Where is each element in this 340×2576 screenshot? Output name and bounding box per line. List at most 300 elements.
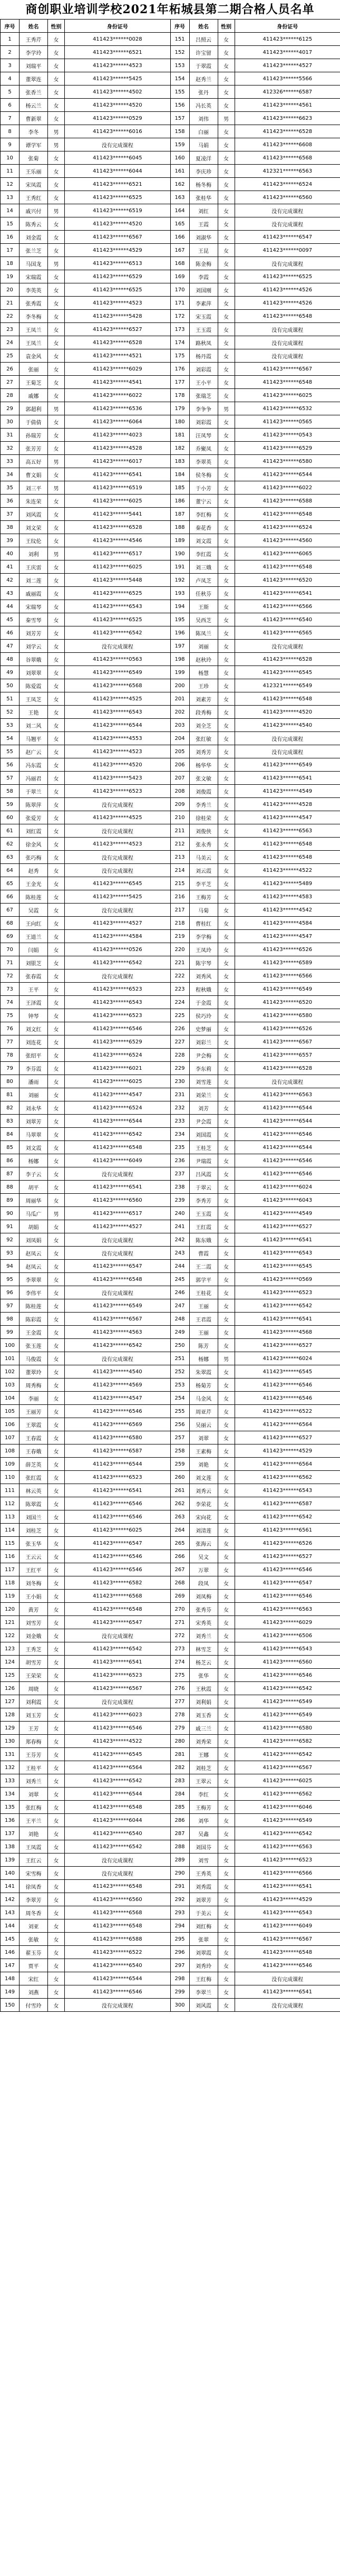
cell-no: 116 xyxy=(1,1550,20,1563)
cell-name: 刘红梅 xyxy=(189,1919,218,1933)
cell-id-number: 411423******6541 xyxy=(65,1181,171,1194)
cell-id-number: 411423******6546 xyxy=(235,1959,340,1972)
cell-no: 290 xyxy=(170,1867,189,1880)
cell-id-number: 411423******6542 xyxy=(235,1827,340,1840)
cell-id-number: 412326******6587 xyxy=(235,85,340,99)
table-row xyxy=(1,890,340,904)
cell-id-number: 411423******6541 xyxy=(65,1484,171,1497)
cell-no: 6 xyxy=(1,99,20,112)
cell-name: 马俊霞 xyxy=(20,1352,48,1365)
table-row xyxy=(1,46,340,59)
table-row xyxy=(1,1656,340,1669)
cell-id-number: 411423******6546 xyxy=(235,1167,340,1181)
cell-name: 戚娜 xyxy=(20,389,48,402)
cell-id-number: 411423******6547 xyxy=(65,1537,171,1550)
cell-no: 264 xyxy=(170,1524,189,1537)
cell-id-number: 411423******6025 xyxy=(65,1075,171,1088)
cell-no: 261 xyxy=(170,1484,189,1497)
cell-sex: 女 xyxy=(48,1550,65,1563)
cell-name: 陈翠萍 xyxy=(20,798,48,811)
cell-sex: 女 xyxy=(48,943,65,956)
cell-no: 136 xyxy=(1,1814,20,1827)
cell-no: 220 xyxy=(170,943,189,956)
cell-id-number: 没有完成课程 xyxy=(235,1999,340,2012)
cell-id-number: 411423******6545 xyxy=(235,1260,340,1273)
cell-name: 宋向花 xyxy=(189,1510,218,1524)
cell-id-number: 411423******6548 xyxy=(235,560,340,574)
cell-no: 127 xyxy=(1,1695,20,1708)
cell-no: 191 xyxy=(170,560,189,574)
cell-sex: 女 xyxy=(48,996,65,1009)
cell-name: 闫娟 xyxy=(20,943,48,956)
cell-id-number: 411423******6548 xyxy=(235,1946,340,1959)
cell-sex: 女 xyxy=(48,1062,65,1075)
cell-sex: 女 xyxy=(48,99,65,112)
cell-name: 刘翠芳 xyxy=(20,1115,48,1128)
cell-sex: 男 xyxy=(48,481,65,495)
cell-no: 193 xyxy=(170,587,189,600)
cell-sex: 女 xyxy=(48,824,65,838)
cell-sex: 女 xyxy=(48,1669,65,1682)
cell-sex: 女 xyxy=(218,600,235,613)
cell-sex: 女 xyxy=(48,1642,65,1656)
table-row xyxy=(1,1075,340,1088)
cell-no: 289 xyxy=(170,1853,189,1867)
cell-no: 233 xyxy=(170,1115,189,1128)
cell-id-number: 没有完成课程 xyxy=(65,1167,171,1181)
cell-sex: 女 xyxy=(48,1537,65,1550)
cell-name: 王玉霞 xyxy=(189,1207,218,1220)
cell-sex: 女 xyxy=(48,165,65,178)
cell-no: 137 xyxy=(1,1827,20,1840)
cell-name: 王向红 xyxy=(20,917,48,930)
cell-name: 刘淑华 xyxy=(189,231,218,244)
cell-name: 吕风霞 xyxy=(189,1167,218,1181)
cell-sex: 女 xyxy=(48,1999,65,2012)
table-row xyxy=(1,1788,340,1801)
cell-id-number: 411423******6564 xyxy=(235,1458,340,1471)
cell-no: 267 xyxy=(170,1563,189,1576)
cell-name: 马金风 xyxy=(189,1392,218,1405)
cell-no: 276 xyxy=(170,1682,189,1695)
table-row xyxy=(1,1049,340,1062)
cell-id-number: 411423******6546 xyxy=(235,1590,340,1603)
cell-name: 王艳 xyxy=(20,706,48,719)
cell-name: 刘利霞 xyxy=(20,1695,48,1708)
cell-sex: 女 xyxy=(218,1194,235,1207)
cell-id-number: 没有完成课程 xyxy=(235,732,340,745)
cell-no: 13 xyxy=(1,191,20,204)
cell-id-number: 411423******6527 xyxy=(235,1220,340,1233)
cell-sex: 女 xyxy=(48,1774,65,1788)
cell-no: 2 xyxy=(1,46,20,59)
cell-no: 60 xyxy=(1,811,20,824)
cell-sex: 女 xyxy=(48,930,65,943)
cell-name: 钟琴 xyxy=(20,1009,48,1022)
cell-name: 陈东娥 xyxy=(189,1233,218,1247)
cell-sex: 女 xyxy=(48,745,65,758)
table-row xyxy=(1,1339,340,1352)
cell-id-number: 411423******6569 xyxy=(65,1418,171,1431)
cell-id-number: 411423******6526 xyxy=(235,943,340,956)
cell-no: 7 xyxy=(1,112,20,125)
cell-name: 白丽 xyxy=(189,125,218,138)
cell-id-number: 411423******4528 xyxy=(235,798,340,811)
table-row xyxy=(1,1207,340,1220)
cell-id-number: 411423******6541 xyxy=(235,1313,340,1326)
cell-name: 于翠云 xyxy=(189,1181,218,1194)
table-row xyxy=(1,917,340,930)
cell-id-number: 没有完成课程 xyxy=(235,349,340,363)
cell-sex: 女 xyxy=(48,297,65,310)
cell-sex: 女 xyxy=(48,1735,65,1748)
cell-name: 周秀梅 xyxy=(20,1379,48,1392)
table-row xyxy=(1,1194,340,1207)
cell-sex: 女 xyxy=(218,1748,235,1761)
cell-no: 256 xyxy=(170,1418,189,1431)
cell-sex: 女 xyxy=(48,626,65,640)
cell-id-number: 411423******0569 xyxy=(235,1273,340,1286)
cell-no: 110 xyxy=(1,1471,20,1484)
cell-no: 209 xyxy=(170,798,189,811)
cell-no: 117 xyxy=(1,1563,20,1576)
cell-no: 185 xyxy=(170,481,189,495)
cell-sex: 女 xyxy=(218,1550,235,1563)
cell-id-number: 411423******6567 xyxy=(65,1682,171,1695)
cell-id-number: 411423******4520 xyxy=(65,758,171,772)
table-row xyxy=(1,33,340,46)
cell-no: 280 xyxy=(170,1735,189,1748)
table-row xyxy=(1,521,340,534)
cell-id-number: 411423******6517 xyxy=(65,547,171,560)
cell-sex: 女 xyxy=(218,1840,235,1853)
cell-no: 141 xyxy=(1,1880,20,1893)
cell-name: 于小芳 xyxy=(189,481,218,495)
cell-sex: 女 xyxy=(48,838,65,851)
cell-sex: 男 xyxy=(218,1352,235,1365)
table-row xyxy=(1,1405,340,1418)
cell-no: 29 xyxy=(1,402,20,415)
cell-name: 刘翠 xyxy=(20,1788,48,1801)
cell-no: 223 xyxy=(170,983,189,996)
cell-name: 董翠玲 xyxy=(20,1365,48,1379)
cell-sex: 女 xyxy=(48,560,65,574)
cell-no: 252 xyxy=(170,1365,189,1379)
cell-sex: 女 xyxy=(48,1194,65,1207)
cell-sex: 女 xyxy=(218,1022,235,1035)
table-row xyxy=(1,442,340,455)
cell-name: 杨华华 xyxy=(189,758,218,772)
cell-sex: 女 xyxy=(218,692,235,706)
cell-id-number: 411423******4561 xyxy=(235,99,340,112)
cell-id-number: 没有完成课程 xyxy=(65,640,171,653)
cell-no: 265 xyxy=(170,1537,189,1550)
cell-id-number: 411423******6548 xyxy=(65,1919,171,1933)
cell-id-number: 411423******4529 xyxy=(235,1893,340,1906)
cell-name: 王二霞 xyxy=(189,1260,218,1273)
cell-no: 273 xyxy=(170,1642,189,1656)
cell-name: 王红云 xyxy=(20,1853,48,1867)
cell-id-number: 411423******6548 xyxy=(235,310,340,323)
cell-id-number: 411423******6540 xyxy=(65,1827,171,1840)
cell-name: 刘文霞 xyxy=(20,1141,48,1154)
cell-sex: 男 xyxy=(48,257,65,270)
cell-name: 刘利娟 xyxy=(189,1695,218,1708)
cell-no: 176 xyxy=(170,363,189,376)
cell-sex: 女 xyxy=(48,1458,65,1471)
cell-id-number: 没有完成课程 xyxy=(65,1629,171,1642)
cell-name: 宋红 xyxy=(20,1972,48,1985)
cell-no: 173 xyxy=(170,323,189,336)
cell-no: 9 xyxy=(1,138,20,151)
cell-sex: 女 xyxy=(218,1260,235,1273)
cell-name: 赵秀兰 xyxy=(189,72,218,85)
cell-sex: 女 xyxy=(218,1959,235,1972)
cell-sex: 女 xyxy=(218,732,235,745)
cell-no: 151 xyxy=(170,33,189,46)
cell-sex: 女 xyxy=(48,1444,65,1458)
cell-id-number: 411423******6523 xyxy=(65,1009,171,1022)
cell-id-number: 没有完成课程 xyxy=(235,336,340,349)
cell-no: 32 xyxy=(1,442,20,455)
cell-name: 陈宇琴 xyxy=(189,956,218,969)
cell-name: 王梅芳 xyxy=(189,1801,218,1814)
cell-sex: 女 xyxy=(218,1154,235,1167)
table-row xyxy=(1,1022,340,1035)
table-row xyxy=(1,178,340,191)
cell-name: 刘芳芳 xyxy=(20,626,48,640)
cell-name: 刘燕 xyxy=(20,1985,48,1999)
cell-sex: 女 xyxy=(48,1919,65,1933)
cell-name: 徐金风 xyxy=(20,838,48,851)
cell-id-number: 411423******6580 xyxy=(65,1431,171,1444)
cell-sex: 女 xyxy=(48,1814,65,1827)
cell-sex: 女 xyxy=(218,33,235,46)
cell-name: 侯巧玲 xyxy=(189,1009,218,1022)
cell-sex: 女 xyxy=(48,151,65,165)
cell-name: 史梦丽 xyxy=(189,1022,218,1035)
header-row xyxy=(1,20,340,33)
cell-no: 133 xyxy=(1,1774,20,1788)
cell-sex: 女 xyxy=(218,204,235,217)
cell-no: 178 xyxy=(170,389,189,402)
cell-sex: 女 xyxy=(218,349,235,363)
cell-id-number: 没有完成课程 xyxy=(65,798,171,811)
cell-id-number: 411423******6547 xyxy=(235,231,340,244)
cell-id-number: 411423******6525 xyxy=(65,283,171,297)
cell-no: 65 xyxy=(1,877,20,890)
cell-no: 299 xyxy=(170,1985,189,1999)
cell-name: 刘玉香 xyxy=(189,1708,218,1722)
cell-id-number: 没有完成课程 xyxy=(235,640,340,653)
cell-name: 郑春梅 xyxy=(20,1735,48,1748)
cell-sex: 女 xyxy=(48,1247,65,1260)
cell-sex: 女 xyxy=(218,376,235,389)
cell-id-number: 411423******6548 xyxy=(65,1273,171,1286)
cell-no: 44 xyxy=(1,600,20,613)
cell-name: 王道兰 xyxy=(20,930,48,943)
cell-id-number: 411423******5428 xyxy=(65,310,171,323)
cell-name: 王小平 xyxy=(189,376,218,389)
cell-id-number: 411423******6542 xyxy=(65,1642,171,1656)
cell-no: 67 xyxy=(1,904,20,917)
cell-id-number: 411423******4563 xyxy=(65,1326,171,1339)
cell-id-number: 411423******6560 xyxy=(65,1893,171,1906)
cell-no: 286 xyxy=(170,1814,189,1827)
cell-id-number: 411423******6546 xyxy=(65,1985,171,1999)
cell-name: 王凤兰 xyxy=(20,336,48,349)
cell-name: 刘雪 xyxy=(189,1853,218,1867)
cell-name: 刘俊侠 xyxy=(189,824,218,838)
cell-sex: 女 xyxy=(218,1603,235,1616)
cell-name: 王丽 xyxy=(189,1326,218,1339)
cell-name: 宋雪梅 xyxy=(20,1867,48,1880)
cell-no: 250 xyxy=(170,1339,189,1352)
cell-sex: 男 xyxy=(48,204,65,217)
cell-no: 272 xyxy=(170,1629,189,1642)
table-row xyxy=(1,1537,340,1550)
cell-id-number: 411423******6017 xyxy=(65,455,171,468)
cell-id-number: 411423******6525 xyxy=(65,191,171,204)
cell-no: 114 xyxy=(1,1524,20,1537)
table-row xyxy=(1,1708,340,1722)
cell-name: 陈金梅 xyxy=(189,257,218,270)
cell-no: 229 xyxy=(170,1062,189,1075)
cell-sex: 女 xyxy=(48,376,65,389)
cell-id-number: 412321******6563 xyxy=(235,165,340,178)
cell-no: 89 xyxy=(1,1194,20,1207)
cell-id-number: 411423******6543 xyxy=(65,706,171,719)
cell-name: 冯长英 xyxy=(189,99,218,112)
cell-id-number: 411423******0028 xyxy=(65,33,171,46)
cell-sex: 女 xyxy=(218,824,235,838)
cell-no: 165 xyxy=(170,217,189,231)
cell-sex: 女 xyxy=(218,323,235,336)
cell-id-number: 411423******5489 xyxy=(235,877,340,890)
cell-name: 张香兰 xyxy=(20,85,48,99)
cell-name: 王泽霞 xyxy=(20,996,48,1009)
cell-no: 200 xyxy=(170,679,189,692)
cell-name: 张秀芬 xyxy=(189,1603,218,1616)
cell-id-number: 411423******0563 xyxy=(65,653,171,666)
cell-id-number: 411423******6544 xyxy=(65,719,171,732)
cell-sex: 女 xyxy=(48,1682,65,1695)
table-row xyxy=(1,1326,340,1339)
cell-no: 52 xyxy=(1,706,20,719)
cell-name: 刘彩霞 xyxy=(189,363,218,376)
cell-name: 李丽 xyxy=(20,1392,48,1405)
table-row xyxy=(1,495,340,508)
cell-sex: 女 xyxy=(218,1722,235,1735)
cell-id-number: 没有完成课程 xyxy=(65,824,171,838)
cell-name: 王金光 xyxy=(20,877,48,890)
cell-no: 95 xyxy=(1,1273,20,1286)
cell-sex: 女 xyxy=(48,574,65,587)
cell-no: 53 xyxy=(1,719,20,732)
cell-id-number: 411423******6544 xyxy=(235,1141,340,1154)
cell-name: 王芳 xyxy=(20,1722,48,1735)
cell-no: 184 xyxy=(170,468,189,481)
cell-name: 刘冬梅 xyxy=(20,1576,48,1590)
cell-sex: 女 xyxy=(218,1590,235,1603)
cell-no: 121 xyxy=(1,1616,20,1629)
cell-name: 冯东霞 xyxy=(20,758,48,772)
cell-name: 刘俊霞 xyxy=(189,785,218,798)
cell-id-number: 411423******6546 xyxy=(65,1550,171,1563)
cell-sex: 男 xyxy=(48,547,65,560)
cell-sex: 女 xyxy=(48,363,65,376)
cell-sex: 女 xyxy=(218,1735,235,1748)
cell-sex: 女 xyxy=(48,1022,65,1035)
cell-no: 163 xyxy=(170,191,189,204)
cell-id-number: 411423******4521 xyxy=(65,349,171,363)
cell-id-number: 411423******6548 xyxy=(235,838,340,851)
cell-name: 翟玉芬 xyxy=(20,1946,48,1959)
table-row xyxy=(1,1273,340,1286)
cell-no: 201 xyxy=(170,692,189,706)
cell-id-number: 没有完成课程 xyxy=(65,1695,171,1708)
cell-sex: 女 xyxy=(48,1893,65,1906)
cell-name: 刘秀玲 xyxy=(189,1959,218,1972)
cell-name: 刘华 xyxy=(189,1814,218,1827)
cell-no: 25 xyxy=(1,349,20,363)
table-row xyxy=(1,772,340,785)
cell-id-number: 没有完成课程 xyxy=(235,217,340,231)
cell-sex: 女 xyxy=(218,442,235,455)
cell-no: 288 xyxy=(170,1840,189,1853)
cell-no: 260 xyxy=(170,1471,189,1484)
cell-sex: 女 xyxy=(218,1431,235,1444)
cell-sex: 女 xyxy=(48,534,65,547)
cell-name: 刘翠芳 xyxy=(189,1893,218,1906)
cell-sex: 女 xyxy=(218,1695,235,1708)
cell-no: 87 xyxy=(1,1167,20,1181)
header-cell-name: 姓名 xyxy=(20,20,48,33)
cell-sex: 女 xyxy=(48,178,65,191)
cell-no: 10 xyxy=(1,151,20,165)
cell-id-number: 411423******6522 xyxy=(65,1946,171,1959)
cell-name: 吕照云 xyxy=(189,33,218,46)
cell-id-number: 411423******6521 xyxy=(65,178,171,191)
cell-sex: 女 xyxy=(48,1405,65,1418)
cell-sex: 女 xyxy=(48,851,65,864)
cell-name: 张红梅 xyxy=(20,1801,48,1814)
cell-no: 62 xyxy=(1,838,20,851)
cell-id-number: 411423******4522 xyxy=(235,864,340,877)
cell-no: 217 xyxy=(170,904,189,917)
cell-id-number: 没有完成课程 xyxy=(235,1075,340,1088)
table-row xyxy=(1,1642,340,1656)
cell-id-number: 411423******6527 xyxy=(235,1339,340,1352)
cell-name: 刘国兰 xyxy=(20,1510,48,1524)
cell-no: 77 xyxy=(1,1035,20,1049)
table-row xyxy=(1,785,340,798)
cell-name: 刘凤梅 xyxy=(189,1590,218,1603)
cell-name: 杨娜 xyxy=(20,1154,48,1167)
cell-id-number: 411423******4568 xyxy=(235,1326,340,1339)
cell-sex: 女 xyxy=(48,283,65,297)
cell-name: 王红霞 xyxy=(189,1220,218,1233)
cell-name: 李冬梅 xyxy=(20,310,48,323)
cell-sex: 女 xyxy=(48,1801,65,1814)
cell-sex: 女 xyxy=(48,1880,65,1893)
cell-name: 李翠英 xyxy=(189,455,218,468)
cell-id-number: 411423******6542 xyxy=(65,1128,171,1141)
table-row xyxy=(1,99,340,112)
cell-no: 155 xyxy=(170,85,189,99)
cell-no: 218 xyxy=(170,917,189,930)
cell-sex: 男 xyxy=(48,138,65,151)
